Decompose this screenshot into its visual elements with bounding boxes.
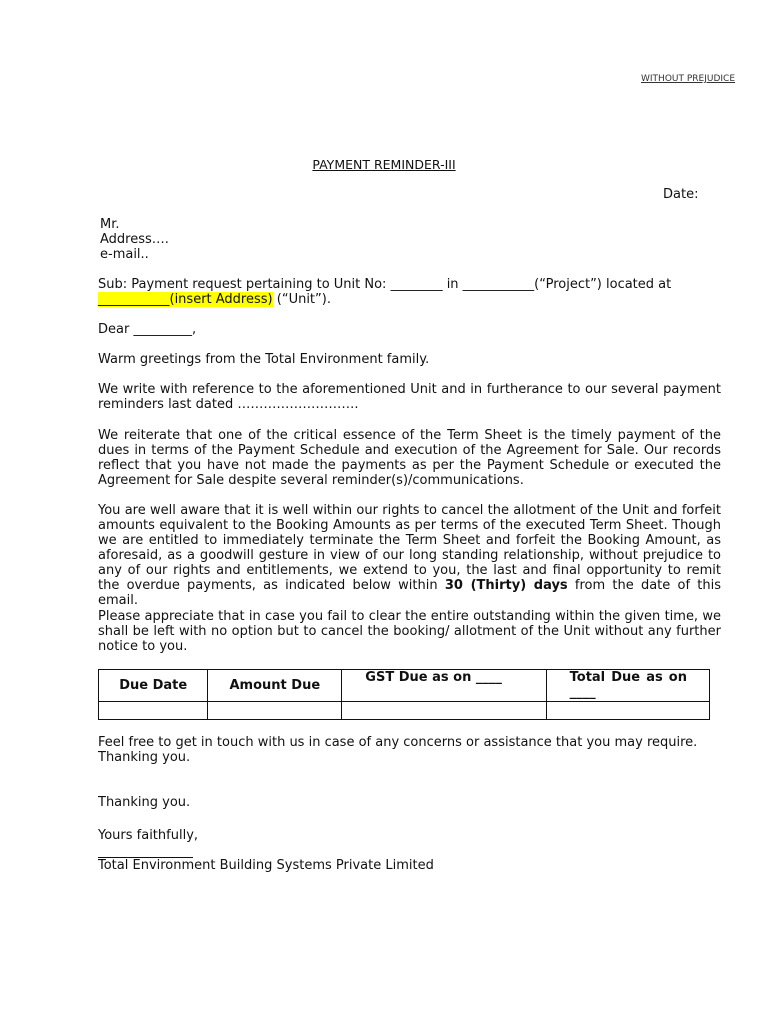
closing-line: Feel free to get in touch with us in case of any concerns or assistance that you may require. — [98, 735, 698, 750]
salutation: Dear _________, — [98, 322, 197, 337]
deadline-days: 30 (Thirty) days — [444, 578, 568, 593]
rights-text-end: from the date of this email. — [98, 578, 722, 608]
without-prejudice-header: WITHOUT PREJUDICE — [641, 74, 736, 84]
dues-table — [98, 669, 710, 720]
header-total-due: Total Due as on ____ — [546, 670, 709, 702]
paragraph-warning: Please appreciate that in case you fail to clear the entire outstanding within the given time, we shall be left with no option but to cancel the booking/ allotment of the Unit without any further notice to you. — [98, 609, 721, 654]
addressee-address: Address…. — [100, 232, 169, 247]
addressee-name: Mr. — [100, 217, 120, 232]
table-cell — [342, 702, 546, 720]
yours-faithfully: Yours faithfully, — [98, 828, 199, 843]
subject-address-highlight: ___________(insert Address) — [98, 292, 273, 307]
company-name: Total Environment Building Systems Private Limited — [98, 858, 434, 873]
date-label: Date: — [663, 187, 699, 202]
subject-unit: (“Unit”). — [272, 292, 331, 307]
paragraph-term-sheet: We reiterate that one of the critical essence of the Term Sheet is the timely payment of the dues in terms of the Payment Schedule and execution of the Agreement for Sale. Our records reflect that you have not made the payments as per the Payment Schedule or executed the Agreement for Sale despite several reminder(s)/communications. — [98, 428, 721, 488]
header-amount-due: Amount Due — [208, 670, 342, 702]
subject-text: Sub: Payment request pertaining to Unit No: ________ in ___________(“Project”) located at — [98, 277, 672, 292]
header-gst-due: GST Due as on ____ — [342, 670, 546, 702]
page-title: PAYMENT REMINDER-III — [312, 157, 456, 172]
paragraph-rights — [98, 503, 721, 608]
addressee-email: e-mail.. — [100, 247, 149, 262]
addressee-block — [100, 217, 169, 262]
closing-thanks: Thanking you. — [98, 750, 191, 765]
rights-text: You are well aware that it is well within our rights to cancel the allotment of the Unit and forfeit amounts equivalent to the Booking Amounts as per terms of the executed Term Sheet. Though we are entitled to immediately terminate the Term Sheet and forfeit the Booking Amount, as aforesaid, as a goodwill gesture in view of our long standing relationship, without prejudice to any of our rights and entitlements, we extend to you, the last and final opportunity to remit the overdue payments, as indicated below within — [98, 503, 721, 593]
table-row — [99, 702, 710, 720]
greeting: Warm greetings from the Total Environment family. — [98, 352, 430, 367]
header-due-date: Due Date — [99, 670, 208, 702]
paragraph-reference: We write with reference to the aforementioned Unit and in furtherance to our several payment reminders last dated ………………………. — [98, 382, 721, 412]
closing-assistance — [98, 735, 721, 765]
subject-line — [98, 277, 721, 307]
thanking-you: Thanking you. — [98, 795, 191, 810]
table-cell — [99, 702, 208, 720]
table-cell — [208, 702, 342, 720]
table-header-row — [99, 670, 710, 702]
table-cell — [546, 702, 709, 720]
